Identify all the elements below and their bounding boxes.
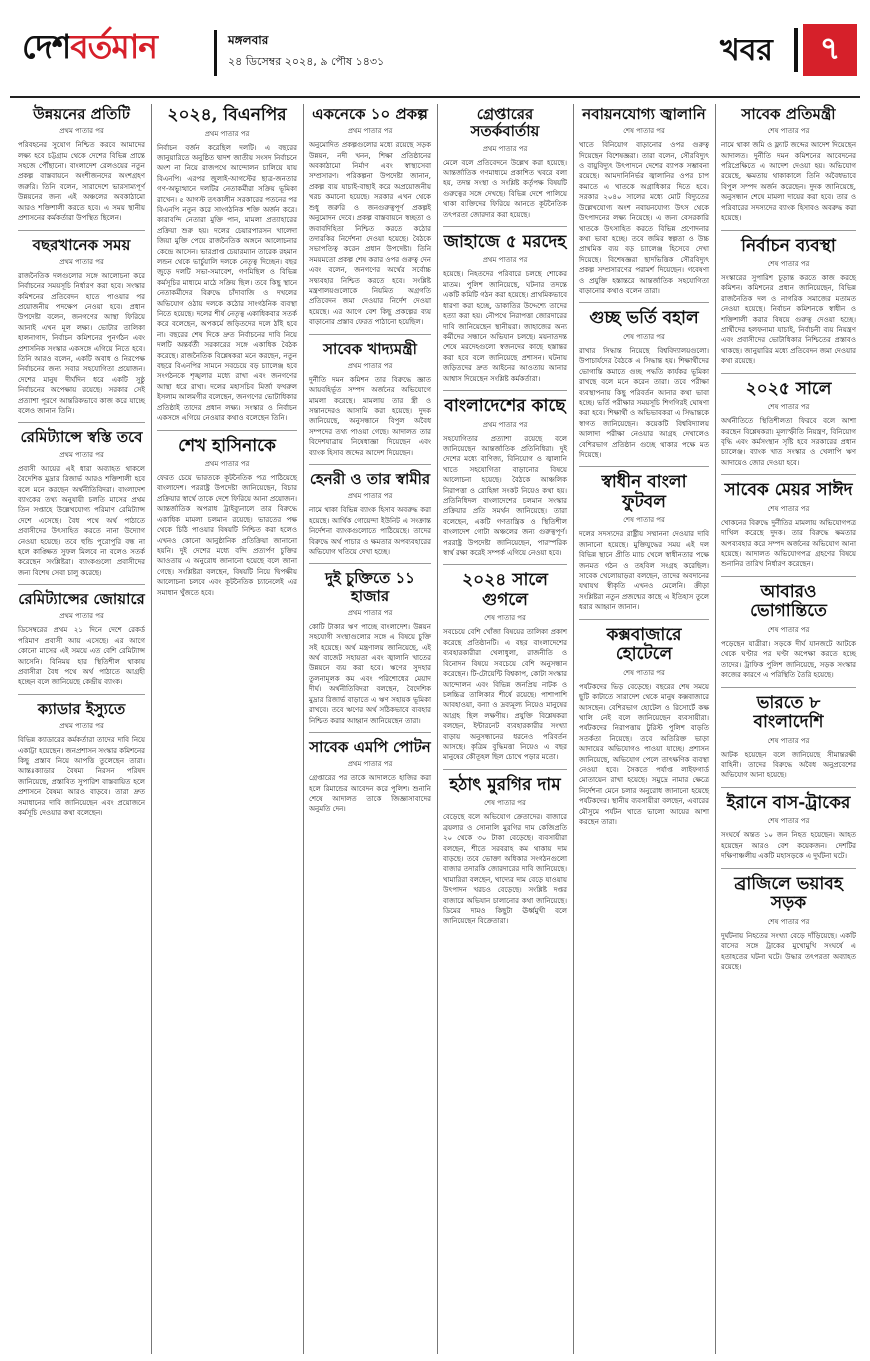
- article-body: পর্যটকদের ভিড় বেড়েছে। বছরের শেষ সময়ে ছুটি কাটাতে সারাদেশ থেকে মানুষ কক্সবাজারে আসছেন। বেশিরভাগ হোটেল ও রিসোর্টে কক্ষ খালি নেই বলে জানিয়েছেন ব্যবসায়ীরা। পর্যটকদের নিরাপত্তায় টুরিস্ট পুলিশ বাড়তি সতর্কতা নিয়েছে। তবে অতিরিক্ত ভাড়া আদায়ের অভিযোগও পাওয়া যাচ্ছে। প্রশাসন জানিয়েছে, অভিযোগ পেলে তাৎক্ষণিক ব্যবস্থা নেওয়া হবে। সৈকতে পর্যাপ্ত লাইফগার্ড মোতায়েন রাখা হয়েছে। সমুদ্রে নামার ক্ষেত্রে নির্দেশনা মেনে চলার অনুরোধ জানানো হয়েছে পর্যটকদের। স্থানীয় ব্যবসায়ীরা বলছেন, এবারের মৌসুমে পর্যটন খাতে ভালো আয়ের আশা করছেন তারা।: [579, 682, 709, 827]
- article-body: দুর্ঘটনায় নিহতের সংখ্যা বেড়ে দাঁড়িয়েছে। একটি বাসের সঙ্গে ট্রাকের মুখোমুখি সংঘর্ষে এ হতাহতের ঘটনা ঘটে। উদ্ধার তৎপরতা অব্যাহত রয়েছে।: [721, 931, 856, 971]
- article-headline: গ্রেপ্তারের সতর্কবার্তায়: [470, 105, 540, 141]
- article-body: বিভিন্ন ক্যাডারের কর্মকর্তারা তাদের দাবি নিয়ে একাট্টা হয়েছেন। জনপ্রশাসন সংস্কার কমিশনের কিছু প্রস্তাব নিয়ে আপত্তি তুলেছেন তারা। আন্তঃক্যাডার বৈষম্য নিরসন পরিষদ জানিয়েছে, প্রস্তাবিত সুপারিশ বাস্তবায়িত হলে প্রশাসনে বৈষম্য আরও বাড়বে। তারা দ্রুত সমাধানের দাবি জানিয়েছেন এবং প্রয়োজনে কর্মসূচি দেওয়ার কথা বলেছেন।: [18, 736, 145, 817]
- article-divider: [309, 732, 431, 733]
- column-1: [14, 104, 149, 1354]
- article: [157, 106, 297, 424]
- article: [309, 739, 431, 815]
- article-divider: [18, 584, 145, 585]
- issue-day: মঙ্গলবার: [228, 33, 269, 47]
- article-headline: ভারতে ৮ বাংলাদেশি: [753, 692, 824, 733]
- section-title: খবর: [720, 33, 773, 68]
- article-continued-label: শেষ পাতার পর: [623, 332, 665, 341]
- article-headline: আবারও ভোগান্তিতে: [750, 581, 827, 622]
- article-continued-label: প্রথম পাতার পর: [59, 612, 104, 621]
- article-body: সংঘর্ষে অন্তত ১০ জন নিহত হয়েছেন। আহত হয়েছেন আরও বেশ কয়েকজন। দেশটির দক্ষিণাঞ্চলীয় একটি মহাসড়কে এ দুর্ঘটনা ঘটে।: [721, 831, 856, 861]
- article-divider: [157, 430, 297, 431]
- article-continued-label: শেষ পাতার পর: [623, 516, 665, 525]
- article-body: পড়েছেন যাত্রীরা। সড়কে দীর্ঘ যানজটে আটকে থেকে ঘণ্টার পর ঘণ্টা অপেক্ষা করতে হচ্ছে তাদের। ট্রাফিক পুলিশ জানিয়েছে, সড়ক সংস্কার কাজের কারণে এ পরিস্থিতি তৈরি হয়েছে।: [721, 639, 856, 680]
- article-headline: নির্বাচন ব্যবস্থা: [741, 235, 836, 256]
- article: [443, 776, 567, 927]
- article-headline: দুই চুক্তিতে ১১ হাজার: [325, 569, 415, 605]
- article-continued-label: প্রথম পাতার পর: [347, 608, 393, 617]
- article-continued-label: শেষ পাতার পর: [767, 260, 810, 269]
- article-body: মেলে বলে প্রতিবেদনে উল্লেখ করা হয়েছে। আন্তর্জাতিক গণমাধ্যমে প্রকাশিত খবরে বলা হয়, তদন্ত সংস্থা ও সংশ্লিষ্ট কর্তৃপক্ষ বিষয়টি গুরুত্বের সঙ্গে দেখছে। বিভিন্ন দেশে পালিয়ে থাকা ব্যক্তিদের ফিরিয়ে আনতে কূটনৈতিক তৎপরতা জোরদার করা হয়েছে।: [443, 158, 567, 219]
- article-headline: কক্সবাজারে হোটেলে: [606, 624, 682, 665]
- article-divider: [18, 694, 145, 695]
- article: [721, 694, 856, 781]
- article: [721, 875, 856, 973]
- column-rule: [437, 104, 438, 1354]
- article-body: ফেরত চেয়ে ভারতকে কূটনৈতিক পত্র পাঠিয়েছে বাংলাদেশ। পররাষ্ট্র উপদেষ্টা জানিয়েছেন, বিচার প্রক্রিয়ার স্বার্থে তাকে দেশে ফিরিয়ে আনা প্রয়োজন। আন্তর্জাতিক অপরাধ ট্রাইব্যুনালে তার বিরুদ্ধে একাধিক মামলা চলমান রয়েছে। ভারতের পক্ষ থেকে চিঠি পাওয়ার বিষয়টি নিশ্চিত করা হলেও এখনও কোনো আনুষ্ঠানিক প্রতিক্রিয়া জানানো হয়নি। দুই দেশের মধ্যে বন্দি প্রত্যর্পণ চুক্তির আওতায় এ অনুরোধ জানানো হয়েছে বলে জানা গেছে। সংশ্লিষ্টরা বলছেন, বিষয়টি নিয়ে দ্বিপক্ষীয় আলোচনা চলবে এবং কূটনৈতিক চ্যানেলেই এর সমাধান খুঁজতে হবে।: [157, 474, 297, 597]
- article-continued-label: প্রথম পাতার পর: [59, 722, 104, 731]
- issue-date-block: [228, 30, 384, 72]
- article-headline: গুচ্ছ ভর্তি বহাল: [589, 308, 699, 329]
- article-headline: ক্যাডার ইস্যুতে: [37, 699, 126, 718]
- article-headline: একনেকে ১০ প্রকল্প: [312, 105, 428, 123]
- article-headline: উন্নয়নের প্রতিটি: [33, 105, 130, 123]
- article-headline: সাবেক মেয়র সাঈদ: [724, 480, 853, 501]
- article-divider: [309, 563, 431, 564]
- column-2: [153, 104, 301, 1354]
- article-headline: ইরানে বাস-ট্রাকের: [726, 792, 851, 813]
- article-continued-label: প্রথম পাতার পর: [347, 492, 393, 501]
- article-headline: বছরখানেক সময়: [32, 235, 131, 254]
- article-body: অর্থনীতিতে স্থিতিশীলতা ফিরবে বলে আশা করছেন বিশ্লেষকরা। মূল্যস্ফীতি নিয়ন্ত্রণ, বিনিয়োগ বৃদ্ধি এবং কর্মসংস্থান সৃষ্টি হবে সরকারের প্রধান চ্যালেঞ্জ। ব্যাংক খাত সংস্কার ও খেলাপি ঋণ আদায়েও জোর দেওয়া হবে।: [721, 417, 856, 467]
- article-body: নামে থাকা বিভিন্ন ব্যাংক হিসাব অবরুদ্ধ করা হয়েছে। আর্থিক গোয়েন্দা ইউনিট এ সংক্রান্ত নির্দেশনা ব্যাংকগুলোতে পাঠিয়েছে। তাদের বিরুদ্ধে অর্থ পাচার ও ক্ষমতার অপব্যবহারের অভিযোগ খতিয়ে দেখা হচ্ছে।: [309, 506, 431, 556]
- article-body: আটক হয়েছেন বলে জানিয়েছে সীমান্তরক্ষী বাহিনী। তাদের বিরুদ্ধে অবৈধ অনুপ্রবেশের অভিযোগ আনা হয়েছে।: [721, 750, 856, 780]
- article-continued-label: শেষ পাতার পর: [767, 736, 810, 745]
- article: [443, 397, 567, 558]
- newspaper-logo: [22, 26, 157, 72]
- article-headline: সাবেক প্রতিমন্ত্রী: [741, 105, 836, 123]
- article-continued-label: শেষ পাতার পর: [767, 917, 810, 926]
- column-3: [305, 104, 435, 1354]
- article-body: খোকনের বিরুদ্ধে দুর্নীতির মামলায় অভিযোগপত্র দাখিল করেছে দুদক। তার বিরুদ্ধে ক্ষমতার অপব্যবহার করে সম্পদ অর্জনের অভিযোগ আনা হয়েছে। আদালত অভিযোগপত্র গ্রহণের বিষয়ে শুনানির তারিখ নির্ধারণ করেছেন।: [721, 518, 856, 569]
- article-divider: [443, 769, 567, 770]
- article: [443, 233, 567, 384]
- article-body: রাজনৈতিক দলগুলোর সঙ্গে আলোচনা করে নির্বাচনের সময়সূচি নির্ধারণ করা হবে। সংস্কার কমিশনের প্রতিবেদন হাতে পাওয়ার পর প্রয়োজনীয় পদক্ষেপ নেওয়া হবে। প্রধান উপদেষ্টা বলেন, জনগণের আস্থা ফিরিয়ে আনাই এখন মূল লক্ষ্য। ভোটার তালিকা হালনাগাদ, নির্বাচন কমিশনের পুনর্গঠন এবং প্রশাসনিক সংস্কার একসঙ্গে এগিয়ে নিতে হবে। তিনি আরও বলেন, একটি অবাধ ও নিরপেক্ষ নির্বাচনের জন্য সবার সহযোগিতা প্রয়োজন। দেশের মানুষ দীর্ঘদিন ধরে একটি সুষ্ঠু নির্বাচনের অপেক্ষায় রয়েছে। সরকার সেই প্রত্যাশা পূরণে আন্তরিকভাবে কাজ করে যাচ্ছে বলেও জানান তিনি।: [18, 271, 145, 416]
- article-body: সংস্কারের সুপারিশ চূড়ান্ত করতে কাজ করছে কমিশন। কমিশনের প্রধান জানিয়েছেন, বিভিন্ন রাজনৈতিক দল ও নাগরিক সমাজের মতামত নেওয়া হয়েছে। নির্বাচন কমিশনকে স্বাধীন ও শক্তিশালী করার বিষয়ে গুরুত্ব দেওয়া হচ্ছে। প্রার্থীদের হলফনামা যাচাই, নির্বাচনী ব্যয় নিয়ন্ত্রণ এবং প্রবাসীদের ভোটাধিকার নিশ্চিতের প্রস্তাবও থাকছে। জানুয়ারির মধ্যে প্রতিবেদন জমা দেওয়ার কথা রয়েছে।: [721, 274, 856, 366]
- article: [309, 106, 431, 328]
- article-headline: ২০২৫ সালে: [745, 378, 832, 399]
- article-divider: [443, 226, 567, 227]
- column-rule: [573, 104, 574, 1354]
- article-headline: বাংলাদেশের কাছে: [444, 395, 566, 416]
- article-headline: ২০২৪, বিএনপির: [167, 105, 287, 125]
- article-body: খাতে বিনিয়োগ বাড়ানোর ওপর গুরুত্ব দিয়েছেন বিশেষজ্ঞরা। তারা বলেন, সৌরবিদ্যুৎ ও বায়ুবিদ্যুৎ উৎপাদনে দেশের ব্যাপক সম্ভাবনা রয়েছে। আমদানিনির্ভর জ্বালানির ওপর চাপ কমাতে এ খাতকে অগ্রাধিকার দিতে হবে। সরকার ২০৪০ সালের মধ্যে মোট বিদ্যুতের উল্লেখযোগ্য অংশ নবায়নযোগ্য উৎস থেকে উৎপাদনের লক্ষ্য নিয়েছে। এ জন্য বেসরকারি খাতকে উৎসাহিত করতে বিভিন্ন প্রণোদনার কথা ভাবা হচ্ছে। তবে জমির স্বল্পতা ও উচ্চ প্রাথমিক ব্যয় বড় চ্যালেঞ্জ হিসেবে দেখা দিয়েছে। বিশেষজ্ঞরা ছাদভিত্তিক সৌরবিদ্যুৎ প্রকল্প সম্প্রসারণের পরামর্শ দিয়েছেন। গবেষণা ও প্রযুক্তি হস্তান্তরে আন্তর্জাতিক সহযোগিতা বাড়ানোর কথাও বলেন তারা।: [579, 141, 709, 295]
- column-6: [717, 104, 860, 1354]
- article-headline: নবায়নযোগ্য জ্বালানি: [582, 105, 706, 123]
- article-continued-label: প্রথম পাতার পর: [204, 129, 250, 138]
- logo-text-part1: দেশ: [22, 27, 71, 66]
- article-continued-label: শেষ পাতার পর: [767, 625, 810, 634]
- article-body: হয়েছে। নিহতদের পরিবারে চলছে শোকের মাতম। পুলিশ জানিয়েছে, ঘটনার তদন্তে একটি কমিটি গঠন করা হয়েছে। প্রাথমিকভাবে ধারণা করা হচ্ছে, ডাকাতির উদ্দেশ্যে তাদের হত্যা করা হয়। নৌপথে নিরাপত্তা জোরদারের দাবি জানিয়েছেন স্থানীয়রা। জাহাজের অন্য কর্মীদের সন্ধানে অভিযান চলছে। ময়নাতদন্ত শেষে মরদেহগুলো স্বজনদের কাছে হস্তান্তর করা হবে বলে জানিয়েছে প্রশাসন। ঘটনায় জড়িতদের দ্রুত আইনের আওতায় আনার আশ্বাস দিয়েছেন সংশ্লিষ্ট কর্মকর্তারা।: [443, 270, 567, 383]
- article-body: সবচেয়ে বেশি খোঁজা বিষয়ের তালিকা প্রকাশ করেছে প্রতিষ্ঠানটি। এ বছর বাংলাদেশের ব্যবহারকারীরা খেলাধুলা, রাজনীতি ও বিনোদন বিষয়ে সবচেয়ে বেশি অনুসন্ধান করেছেন। টি-টোয়েন্টি বিশ্বকাপ, কোটা সংস্কার আন্দোলন এবং বিভিন্ন জনপ্রিয় নাটক ও চলচ্চিত্র তালিকার শীর্ষে রয়েছে। পাশাপাশি আবহাওয়া, বন্যা ও দ্রব্যমূল্য নিয়েও মানুষের আগ্রহ ছিল লক্ষণীয়। প্রযুক্তি বিশ্লেষকরা বলছেন, ইন্টারনেট ব্যবহারকারীর সংখ্যা বাড়ায় অনুসন্ধানের ধরনেও পরিবর্তন আসছে। কৃত্রিম বুদ্ধিমত্তা নিয়েও এ বছর মানুষের কৌতূহল ছিল চোখে পড়ার মতো।: [443, 628, 567, 762]
- column-5: [575, 104, 713, 1354]
- article-continued-label: শেষ পাতার পর: [767, 817, 810, 826]
- article-divider: [721, 474, 856, 475]
- article-headline: রেমিট্যান্সের জোয়ারে: [18, 590, 145, 609]
- article-body: অনুমোদিত প্রকল্পগুলোর মধ্যে রয়েছে সড়ক উন্নয়ন, নদী খনন, শিক্ষা প্রতিষ্ঠানের অবকাঠামো নির্মাণ এবং স্বাস্থ্যসেবা সম্প্রসারণ। পরিকল্পনা উপদেষ্টা জানান, প্রকল্প ব্যয় যাচাই-বাছাই করে অপ্রয়োজনীয় খরচ কমানো হয়েছে। সরকার এখন থেকে শুধু জরুরি ও জনগুরুত্বপূর্ণ প্রকল্পই অনুমোদন দেবে। প্রকল্প বাস্তবায়নে স্বচ্ছতা ও জবাবদিহিতা নিশ্চিত করতে কঠোর তদারকির নির্দেশনা দেওয়া হয়েছে। বৈঠকে সভাপতিত্ব করেন প্রধান উপদেষ্টা। তিনি সময়মতো প্রকল্প শেষ করার ওপর গুরুত্ব দেন এবং বলেন, জনগণের অর্থের সর্বোচ্চ সদ্ব্যবহার নিশ্চিত করতে হবে। সংশ্লিষ্ট মন্ত্রণালয়গুলোকে নিয়মিত অগ্রগতি প্রতিবেদন জমা দেওয়ার নির্দেশ দেওয়া হয়েছে। এর আগে বেশ কিছু প্রকল্পের ব্যয় বাড়ানোর প্রস্তাব ফেরত পাঠানো হয়েছিল।: [309, 141, 431, 327]
- article-continued-label: প্রথম পাতার পর: [59, 450, 104, 459]
- article-continued-label: শেষ পাতার পর: [767, 127, 810, 136]
- article-body: দলের সদস্যদের রাষ্ট্রীয় সম্মাননা দেওয়ার দাবি জানানো হয়েছে। মুক্তিযুদ্ধের সময় এই দল বিভিন্ন স্থানে প্রীতি ম্যাচ খেলে স্বাধীনতার পক্ষে জনমত গঠন ও তহবিল সংগ্রহ করেছিল। সাবেক খেলোয়াড়রা বলছেন, তাদের অবদানের যথাযথ স্বীকৃতি এখনও মেলেনি। ক্রীড়া সংশ্লিষ্টরা নতুন প্রজন্মের কাছে এ ইতিহাস তুলে ধরার আহ্বান জানান।: [579, 530, 709, 612]
- article-continued-label: প্রথম পাতার পর: [347, 760, 393, 769]
- column-rule: [715, 104, 716, 1354]
- article-headline: সাবেক খাদ্যমন্ত্রী: [323, 339, 417, 358]
- article-continued-label: প্রথম পাতার পর: [482, 420, 528, 429]
- article-continued-label: প্রথম পাতার পর: [347, 361, 393, 370]
- issue-date: ২৪ ডিসেম্বর ২০২৪, ৯ পৌষ ১৪৩১: [228, 55, 385, 68]
- article-headline: স্বাধীন বাংলা ফুটবল: [601, 472, 687, 512]
- article-divider: [579, 466, 709, 467]
- article-divider: [721, 576, 856, 577]
- column-rule: [303, 104, 304, 1354]
- article-headline: শেখ হাসিনাকে: [178, 435, 276, 456]
- logo-text-part2: বর্তমান: [70, 27, 157, 66]
- article-continued-label: শেষ পাতার পর: [623, 127, 665, 136]
- article-body: বেড়েছে বলে অভিযোগ ক্রেতাদের। বাজারে ব্রয়লার ও সোনালি মুরগির দাম কেজিপ্রতি ২০ থেকে ৩০ টাকা বেড়েছে। ব্যবসায়ীরা বলছেন, শীতে সরবরাহ কম থাকায় দাম বাড়ছে। তবে ভোক্তা অধিকার সংগঠনগুলো বাজার তদারকি জোরদারের দাবি জানিয়েছে। খামারিরা বলছেন, খাদ্যের দাম বেড়ে যাওয়ায় উৎপাদন খরচও বেড়েছে। সংশ্লিষ্ট দপ্তর বাজারে অভিযান চালানোর কথা জানিয়েছে। ডিমের দামও কিছুটা ঊর্ধ্বমুখী বলে জানিয়েছেন বিক্রেতারা।: [443, 813, 567, 926]
- article-divider: [721, 787, 856, 788]
- header-separator: [214, 30, 217, 76]
- article: [579, 626, 709, 828]
- article: [309, 471, 431, 557]
- article-divider: [579, 619, 709, 620]
- article-divider: [721, 868, 856, 869]
- article-body: গ্রেপ্তারের পর তাকে আদালতে হাজির করা হলে রিমান্ডের আবেদন করে পুলিশ। শুনানি শেষে আদালত তাকে জিজ্ঞাসাবাদের অনুমতি দেন।: [309, 774, 431, 814]
- masthead: [0, 0, 870, 100]
- article-body: ডিসেম্বরের প্রথম ২১ দিনে দেশে রেকর্ড পরিমাণ প্রবাসী আয় এসেছে। এর আগে কোনো মাসের এই সময়ে এত বেশি রেমিট্যান্স আসেনি। বিনিময় হার স্থিতিশীল থাকায় প্রবাসীরা বৈধ পথে অর্থ পাঠাতে আগ্রহী হচ্ছেন বলে জানিয়েছে কেন্দ্রীয় ব্যাংক।: [18, 626, 145, 687]
- article-headline: সাবেক এমপি পোটন: [309, 737, 431, 756]
- article: [721, 481, 856, 570]
- article: [18, 591, 145, 688]
- column-rule: [151, 104, 152, 1354]
- article: [443, 571, 567, 762]
- article-body: পরিবহনের সুযোগ নিশ্চিত করবে আমাদের লক্ষ্য হবে চট্টগ্রাম থেকে দেশের বিভিন্ন প্রান্তে সহজে পৌঁছানো। বাংলাদেশ রেলওয়ের নতুন প্রকল্প বাস্তবায়নে অংশীজনদের অংশগ্রহণ জরুরি। তিনি বলেন, সারাদেশে ভারসাম্যপূর্ণ উন্নয়নের জন্য এই অঞ্চলের অবকাঠামো আরও শক্তিশালী করতে হবে। এ সময় স্থানীয় প্রশাসনের কর্মকর্তারা উপস্থিত ছিলেন।: [18, 141, 145, 223]
- article-divider: [443, 390, 567, 391]
- article-continued-label: প্রথম পাতার পর: [204, 460, 250, 469]
- article-continued-label: শেষ পাতার পর: [484, 799, 526, 808]
- article: [721, 583, 856, 681]
- article-body: প্রবাসী আয়ের এই ধারা অব্যাহত থাকলে বৈদেশিক মুদ্রার রিজার্ভ আরও শক্তিশালী হবে বলে মনে করছেন অর্থনীতিবিদরা। বাংলাদেশ ব্যাংকের তথ্য অনুযায়ী চলতি মাসের প্রথম তিন সপ্তাহে উল্লেখযোগ্য পরিমাণ রেমিট্যান্স দেশে এসেছে। বৈধ পথে অর্থ পাঠাতে প্রবাসীদের উৎসাহিত করতে নানা উদ্যোগ নেওয়া হয়েছে। তবে হুন্ডি পুরোপুরি বন্ধ না হলে কাঙ্ক্ষিত সুফল মিলবে না বলেও সতর্ক করেছেন সংশ্লিষ্টরা। ব্যাংকগুলো প্রবাসীদের জন্য বিশেষ সেবা চালু করেছে।: [18, 464, 145, 577]
- article-headline: হেনরী ও তার স্বামীর: [309, 470, 431, 489]
- article-divider: [309, 464, 431, 465]
- article-headline: জাহাজে ৫ মরদেহ: [443, 231, 567, 252]
- article: [309, 341, 431, 459]
- article: [18, 429, 145, 578]
- article: [579, 106, 709, 296]
- article-continued-label: শেষ পাতার পর: [484, 614, 526, 623]
- article-divider: [721, 230, 856, 231]
- article-body: রাখার সিদ্ধান্ত নিয়েছে বিশ্ববিদ্যালয়গুলো। উপাচার্যদের বৈঠকে এ সিদ্ধান্ত হয়। শিক্ষার্থীদের ভোগান্তি কমাতে গুচ্ছ পদ্ধতি কার্যকর ভূমিকা রাখছে বলে মনে করেন তারা। তবে পরীক্ষা ব্যবস্থাপনায় কিছু পরিবর্তন আনার কথা ভাবা হচ্ছে। ভর্তি পরীক্ষার সময়সূচি শিগগিরই ঘোষণা করা হবে। শিক্ষার্থী ও অভিভাবকরা এ সিদ্ধান্তকে স্বাগত জানিয়েছেন। কয়েকটি বিশ্ববিদ্যালয় আলাদা পরীক্ষা নেওয়ার আগ্রহ দেখালেও বেশিরভাগ প্রতিষ্ঠান গুচ্ছে থাকার পক্ষে মত দিয়েছে।: [579, 346, 709, 459]
- article-headline: ব্রাজিলে ভয়াবহ সড়ক: [734, 873, 843, 914]
- article: [721, 237, 856, 367]
- article-continued-label: শেষ পাতার পর: [767, 504, 810, 513]
- article-divider: [721, 687, 856, 688]
- article-continued-label: প্রথম পাতার পর: [482, 144, 528, 153]
- page-number-badge: ৭: [803, 24, 857, 76]
- article-continued-label: প্রথম পাতার পর: [59, 127, 104, 136]
- article: [18, 106, 145, 224]
- header-rule: [10, 96, 860, 98]
- section-separator: [794, 28, 798, 72]
- article-headline: রেমিট্যান্সে স্বস্তি তবে: [20, 428, 143, 447]
- article: [721, 380, 856, 469]
- article-body: নির্বাচন বর্জন করেছিল দলটি। এ বছরের জানুয়ারিতে অনুষ্ঠিত দ্বাদশ জাতীয় সংসদ নির্বাচনে অংশ না নিয়ে রাজপথে আন্দোলন চালিয়ে যায় বিএনপি। এরপর জুলাই-আগস্টের ছাত্র-জনতার গণ-অভ্যুত্থানে দলটির নেতাকর্মীরা সক্রিয় ভূমিকা রাখেন। ৫ আগস্ট তৎকালীন সরকারের পতনের পর বিএনপি নতুন করে সাংগঠনিক শক্তি অর্জন করে। কারাবন্দি নেতারা মুক্তি পান, মামলা প্রত্যাহারের প্রক্রিয়া শুরু হয়। দলের চেয়ারপারসন খালেদা জিয়া মুক্তি পেয়ে রাজনৈতিক অঙ্গনে আলোচনার কেন্দ্রে আসেন। ভারপ্রাপ্ত চেয়ারম্যান তারেক রহমান লন্ডন থেকে ভার্চুয়ালি দলকে নেতৃত্ব দিচ্ছেন। বছর জুড়ে দলটি সভা-সমাবেশ, গণমিছিল ও বিভিন্ন কর্মসূচির মাধ্যমে মাঠে সক্রিয় ছিল। তবে কিছু স্থানে নেতাকর্মীদের বিরুদ্ধে চাঁদাবাজি ও দখলের অভিযোগ ওঠায় দলকে কঠোর সাংগঠনিক ব্যবস্থা নিতে হয়েছে। দলের শীর্ষ নেতৃত্ব একাধিকবার সতর্ক করে বলেছেন, অপকর্মে জড়িতদের দলে ঠাঁই হবে না। বছরের শেষ দিকে দ্রুত নির্বাচনের দাবি নিয়ে দলটি অন্তর্বর্তী সরকারের সঙ্গে একাধিক বৈঠক করেছে। রাজনৈতিক বিশ্লেষকরা মনে করছেন, নতুন বছরে বিএনপির সামনে সবচেয়ে বড় চ্যালেঞ্জ হবে সংগঠনকে শৃঙ্খলার মধ্যে রাখা এবং জনগণের আস্থা ধরে রাখা। দলের মহাসচিব মির্জা ফখরুল ইসলাম আলমগীর বলেছেন, জনগণের ভোটাধিকার প্রতিষ্ঠাই তাদের প্রধান লক্ষ্য। সংস্কার ও নির্বাচন একসঙ্গে এগিয়ে নেওয়ার কথাও বলেছেন তিনি।: [157, 143, 297, 423]
- article: [579, 309, 709, 460]
- article: [18, 237, 145, 417]
- article-divider: [18, 422, 145, 423]
- article-divider: [579, 302, 709, 303]
- article-body: কোটি টাকার ঋণ পাচ্ছে বাংলাদেশ। উন্নয়ন সহযোগী সংস্থাগুলোর সঙ্গে এ বিষয়ে চুক্তি সই হয়েছে। অর্থ মন্ত্রণালয় জানিয়েছে, এই অর্থ বাজেট সহায়তা এবং জ্বালানি খাতের উন্নয়নে ব্যয় করা হবে। ঋণের সুদহার তুলনামূলক কম এবং পরিশোধের মেয়াদ দীর্ঘ। অর্থনীতিবিদরা বলছেন, বৈদেশিক মুদ্রার রিজার্ভ বাড়াতে এ ঋণ সহায়ক ভূমিকা রাখবে। তবে ঋণের অর্থ সঠিকভাবে ব্যবহার নিশ্চিত করার আহ্বান জানিয়েছেন তারা।: [309, 622, 431, 725]
- article-headline: ২০২৪ সালে গুগলে: [462, 570, 548, 610]
- article-divider: [309, 334, 431, 335]
- article-body: দুর্নীতি দমন কমিশন তার বিরুদ্ধে জ্ঞাত আয়বহির্ভূত সম্পদ অর্জনের অভিযোগে মামলা করেছে। মামলায় তার স্ত্রী ও সন্তানদেরও আসামি করা হয়েছে। দুদক জানিয়েছে, অনুসন্ধানে বিপুল অবৈধ সম্পদের তথ্য পাওয়া গেছে। আদালত তার বিদেশযাত্রায় নিষেধাজ্ঞা দিয়েছেন এবং ব্যাংক হিসাব জব্দের আদেশ দিয়েছেন।: [309, 375, 431, 457]
- column-4: [439, 104, 571, 1354]
- article-divider: [721, 373, 856, 374]
- article-continued-label: প্রথম পাতার পর: [59, 257, 104, 266]
- article: [18, 701, 145, 819]
- article-body: সহযোগিতার প্রত্যাশা রয়েছে বলে জানিয়েছেন আন্তর্জাতিক প্রতিনিধিরা। দুই দেশের মধ্যে বাণিজ্য, বিনিয়োগ ও জ্বালানি খাতে সহযোগিতা বাড়ানোর বিষয়ে আলোচনা হয়েছে। বৈঠকে আঞ্চলিক নিরাপত্তা ও রোহিঙ্গা সংকট নিয়েও কথা হয়। প্রতিনিধিদল বাংলাদেশের চলমান সংস্কার প্রক্রিয়ার প্রতি সমর্থন জানিয়েছে। তারা বলেছেন, একটি গণতান্ত্রিক ও স্থিতিশীল বাংলাদেশ গোটা অঞ্চলের জন্য গুরুত্বপূর্ণ। পররাষ্ট্র উপদেষ্টা জানিয়েছেন, পারস্পরিক স্বার্থ রক্ষা করেই সম্পর্ক এগিয়ে নেওয়া হবে।: [443, 434, 567, 557]
- article: [443, 106, 567, 220]
- article-continued-label: প্রথম পাতার পর: [347, 127, 393, 136]
- article: [309, 570, 431, 726]
- article: [721, 106, 856, 224]
- article: [579, 473, 709, 612]
- article-continued-label: প্রথম পাতার পর: [482, 256, 528, 265]
- article-continued-label: শেষ পাতার পর: [767, 403, 810, 412]
- article-headline: হঠাৎ মুরগির দাম: [449, 774, 561, 795]
- article-divider: [18, 230, 145, 231]
- article: [157, 437, 297, 598]
- article-continued-label: শেষ পাতার পর: [623, 668, 665, 677]
- article: [721, 794, 856, 862]
- article-body: নামে থাকা জমি ও ফ্ল্যাট জব্দের আদেশ দিয়েছেন আদালত। দুর্নীতি দমন কমিশনের আবেদনের পরিপ্রেক্ষিতে এ আদেশ দেওয়া হয়। অভিযোগ রয়েছে, ক্ষমতায় থাকাকালে তিনি অবৈধভাবে বিপুল সম্পদ অর্জন করেছেন। দুদক জানিয়েছে, অনুসন্ধান শেষে মামলা দায়ের করা হবে। তার ও পরিবারের সদস্যদের ব্যাংক হিসাবও অবরুদ্ধ করা হয়েছে।: [721, 141, 856, 223]
- article-divider: [443, 564, 567, 565]
